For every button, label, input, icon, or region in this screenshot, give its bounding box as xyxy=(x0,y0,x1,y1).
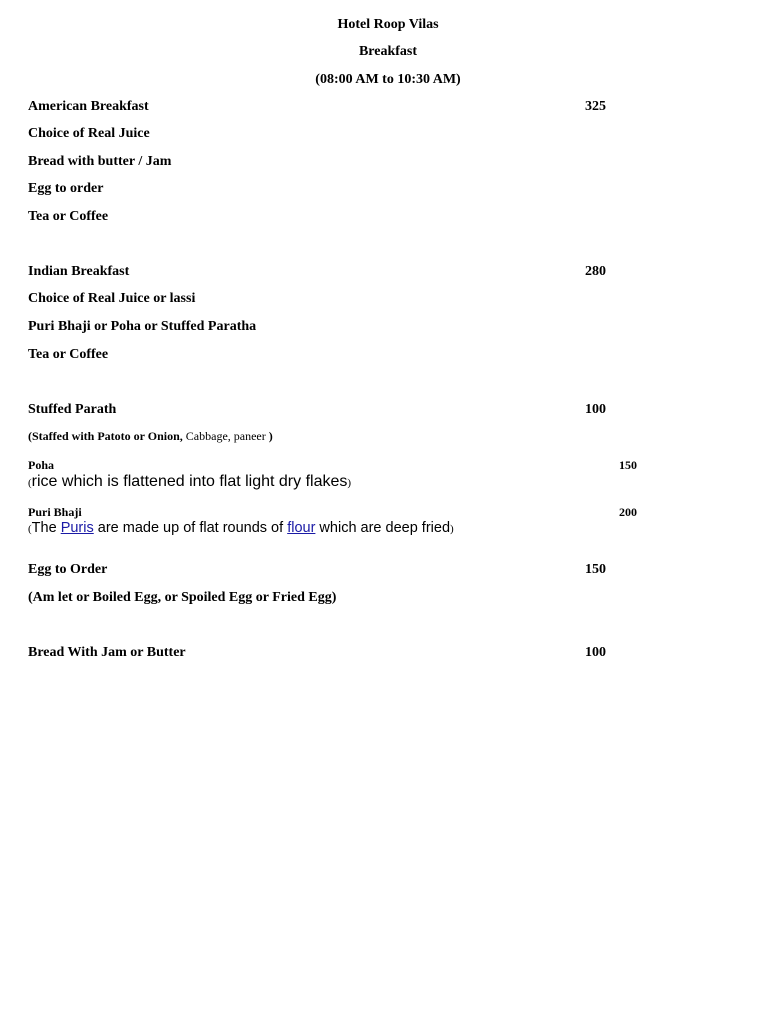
egg-to-order-description: (Am let or Boiled Egg, or Spoiled Egg or Fried Egg) xyxy=(28,590,337,605)
indian-breakfast-item: Tea or Coffee xyxy=(28,347,109,362)
puri-desc-text: which are deep fried xyxy=(315,520,451,536)
puri-desc-text: are made up of flat rounds of xyxy=(93,520,288,536)
egg-to-order-title: Egg to Order xyxy=(28,562,108,577)
puri-open-paren: ( xyxy=(28,523,32,535)
puri-desc-text: The xyxy=(31,520,61,536)
poha-desc-text: rice which is flattened into flat light dry flakes xyxy=(31,473,348,490)
indian-breakfast-title: Indian Breakfast xyxy=(28,264,130,279)
menu-title: Breakfast xyxy=(358,44,418,59)
poha-description xyxy=(28,474,351,490)
stuffed-desc-bold: (Staffed with Patoto or Onion, xyxy=(28,429,183,443)
american-breakfast-item: Egg to order xyxy=(28,181,104,196)
egg-to-order-price: 150 xyxy=(585,562,606,577)
poha-open-paren: ( xyxy=(28,477,32,489)
stuffed-parath-price: 100 xyxy=(585,402,606,417)
hotel-name: Hotel Roop Vilas xyxy=(337,17,439,32)
puri-close-paren: ) xyxy=(450,523,454,535)
indian-breakfast-item: Choice of Real Juice or lassi xyxy=(28,291,196,306)
bread-price: 100 xyxy=(585,645,606,660)
indian-breakfast-price: 280 xyxy=(585,264,606,279)
american-breakfast-item: Tea or Coffee xyxy=(28,209,109,224)
puris-link[interactable]: Puris xyxy=(60,520,94,536)
puri-bhaji-description xyxy=(28,520,454,536)
american-breakfast-title: American Breakfast xyxy=(28,99,149,114)
poha-title: Poha xyxy=(28,458,55,472)
stuffed-parath-title: Stuffed Parath xyxy=(28,402,117,417)
stuffed-desc-close: ) xyxy=(265,429,273,443)
serving-hours: (08:00 AM to 10:30 AM) xyxy=(315,72,461,87)
puri-bhaji-price: 200 xyxy=(619,505,637,519)
poha-close-paren: ) xyxy=(347,477,352,489)
flour-link[interactable]: flour xyxy=(287,520,316,536)
american-breakfast-item: Choice of Real Juice xyxy=(28,126,150,141)
poha-price: 150 xyxy=(619,458,637,472)
puri-bhaji-title: Puri Bhaji xyxy=(28,505,82,519)
bread-title: Bread With Jam or Butter xyxy=(28,645,186,660)
indian-breakfast-item: Puri Bhaji or Poha or Stuffed Paratha xyxy=(28,319,257,334)
american-breakfast-price: 325 xyxy=(585,99,606,114)
stuffed-parath-description xyxy=(28,430,273,442)
stuffed-desc-normal: Cabbage, paneer xyxy=(182,429,266,443)
american-breakfast-item: Bread with butter / Jam xyxy=(28,154,172,169)
